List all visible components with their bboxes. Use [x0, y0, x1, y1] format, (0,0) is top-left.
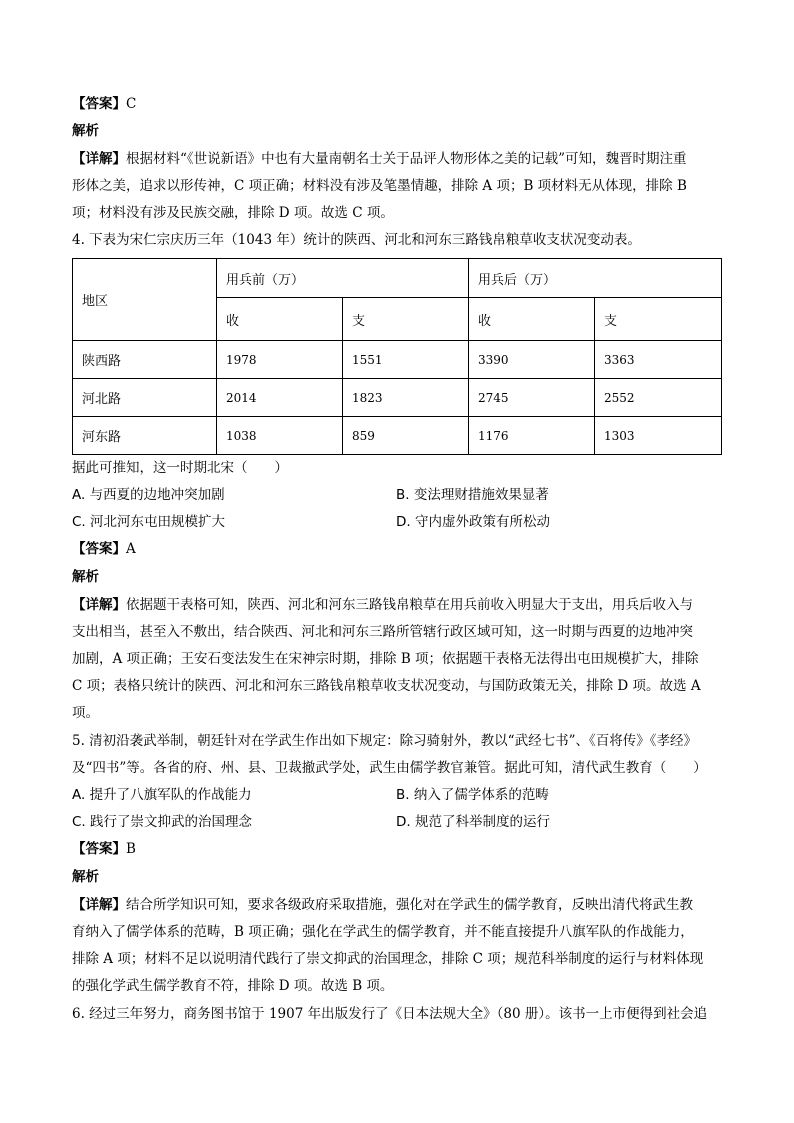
q3-detail-line-2: 形体之美，追求以形传神，C 项正确；材料没有涉及笔墨情趣，排除 A 项；B 项材料无从体现，排除 B [72, 178, 687, 194]
q5-detail-line-3: 排除 A 项；材料不足以说明清代践行了崇文抑武的治国理念，排除 C 项；规范科举制度的运行与材料体现 [72, 951, 704, 967]
answer-value: B [126, 841, 136, 857]
table-cell: 1176 [469, 417, 595, 455]
answer-label: 【答案】 [72, 541, 126, 557]
q6-stem: 6. 经过三年努力，商务图书馆于 1907 年出版发行了《日本法规大全》（80 册）。该书一上市便得到社会追 [72, 1006, 708, 1022]
table-cell: 3390 [469, 341, 595, 379]
q3-detail-line-1: 【详解】根据材料“《世说新语》中也有大量南朝名士关于品评人物形体之美的记载”可知，魏晋时期注重 [72, 151, 687, 167]
q5-stem-line-2: 及“四书”等。各省的府、州、县、卫裁撤武学处，武生由儒学教官兼管。据此可知，清代武生教育（ ） [72, 760, 707, 776]
table-cell: 3363 [595, 341, 722, 379]
q5-detail-line-2: 育纳入了儒学体系的范畴，B 项正确；强化在学武生的儒学教育，并不能直接提升八旗军队的作战能力， [72, 924, 694, 940]
table-row [73, 417, 722, 455]
table-cell: 2745 [469, 379, 595, 417]
table-subheader-income: 收 [217, 298, 343, 341]
table-cell: 2014 [217, 379, 343, 417]
q4-question: 据此可推知，这一时期北宋（ ） [72, 460, 288, 476]
table-subheader-expense: 支 [595, 298, 722, 341]
table-cell: 1823 [343, 379, 469, 417]
table-cell-region: 陕西路 [73, 341, 217, 379]
q5-stem-line-1: 5. 清初沿袭武举制，朝廷针对在学武生作出如下规定：除习骑射外，教以“武经七书”、《百将传》《孝经》 [72, 733, 697, 749]
q5-option-a: A. 提升了八旗军队的作战能力 [72, 787, 252, 803]
answer-label: 【答案】 [72, 96, 126, 112]
table-subheader-income: 收 [469, 298, 595, 341]
table-cell: 1038 [217, 417, 343, 455]
q4-option-a: A. 与西夏的边地冲突加剧 [72, 487, 225, 503]
q5-option-c: C. 践行了崇文抑武的治国理念 [72, 814, 253, 830]
q5-detail-line-4: 的强化学武生儒学教育不符，排除 D 项。故选 B 项。 [72, 978, 394, 994]
q4-detail-line-1: 【详解】依据题干表格可知，陕西、河北和河东三路钱帛粮草在用兵前收入明显大于支出，用兵后收入与 [72, 597, 693, 613]
q4-option-b: B. 变法理财措施效果显著 [396, 487, 549, 503]
answer-value: C [126, 96, 137, 112]
q5-option-d: D. 规范了科举制度的运行 [396, 814, 550, 830]
table-header-region: 地区 [73, 259, 217, 341]
table-cell: 1978 [217, 341, 343, 379]
q4-detail-line-2: 支出相当，甚至入不敷出，结合陕西、河北和河东三路所管辖行政区域可知，这一时期与西夏的边地冲突 [72, 624, 693, 640]
table-header-before: 用兵前（万） [217, 259, 469, 298]
q5-analysis-heading: 解析 [72, 869, 99, 885]
q4-detail-line-5: 项。 [72, 705, 99, 721]
q5-detail-line-1: 【详解】结合所学知识可知，要求各级政府采取措施，强化对在学武生的儒学教育，反映出清代将武生教 [72, 897, 693, 913]
answer-value: A [126, 541, 136, 557]
table-row [73, 341, 722, 379]
table-subheader-expense: 支 [343, 298, 469, 341]
q4-answer-line [72, 540, 724, 558]
table-cell-region: 河东路 [73, 417, 217, 455]
q4-detail-line-4: C 项；表格只统计的陕西、河北和河东三路钱帛粮草收支状况变动，与国防政策无关，排除 D 项。故选 A [72, 678, 701, 694]
detail-label: 【详解】 [72, 897, 126, 913]
q5-option-b: B. 纳入了儒学体系的范畴 [396, 787, 549, 803]
q4-option-c: C. 河北河东屯田规模扩大 [72, 514, 226, 530]
q3-answer-line [72, 95, 724, 113]
detail-label: 【详解】 [72, 597, 126, 613]
answer-label: 【答案】 [72, 841, 126, 857]
q4-detail-line-3: 加剧，A 项正确；王安石变法发生在宋神宗时期，排除 B 项；依据题干表格无法得出屯田规模扩大，排除 [72, 651, 699, 667]
table-cell: 1303 [595, 417, 722, 455]
q3-analysis-heading: 解析 [72, 123, 99, 139]
q3-detail-line-3: 项；材料没有涉及民族交融，排除 D 项。故选 C 项。 [72, 205, 394, 221]
q4-stem: 4. 下表为宋仁宗庆历三年（1043 年）统计的陕西、河北和河东三路钱帛粮草收支状况变动表。 [72, 232, 641, 248]
table-row [73, 379, 722, 417]
table-cell: 859 [343, 417, 469, 455]
q4-option-d: D. 守内虚外政策有所松动 [396, 514, 550, 530]
q4-analysis-heading: 解析 [72, 569, 99, 585]
q5-answer-line [72, 840, 724, 858]
detail-label: 【详解】 [72, 151, 126, 167]
table-cell: 2552 [595, 379, 722, 417]
table-header-after: 用兵后（万） [469, 259, 722, 298]
q4-data-table [72, 258, 722, 455]
table-cell-region: 河北路 [73, 379, 217, 417]
table-cell: 1551 [343, 341, 469, 379]
